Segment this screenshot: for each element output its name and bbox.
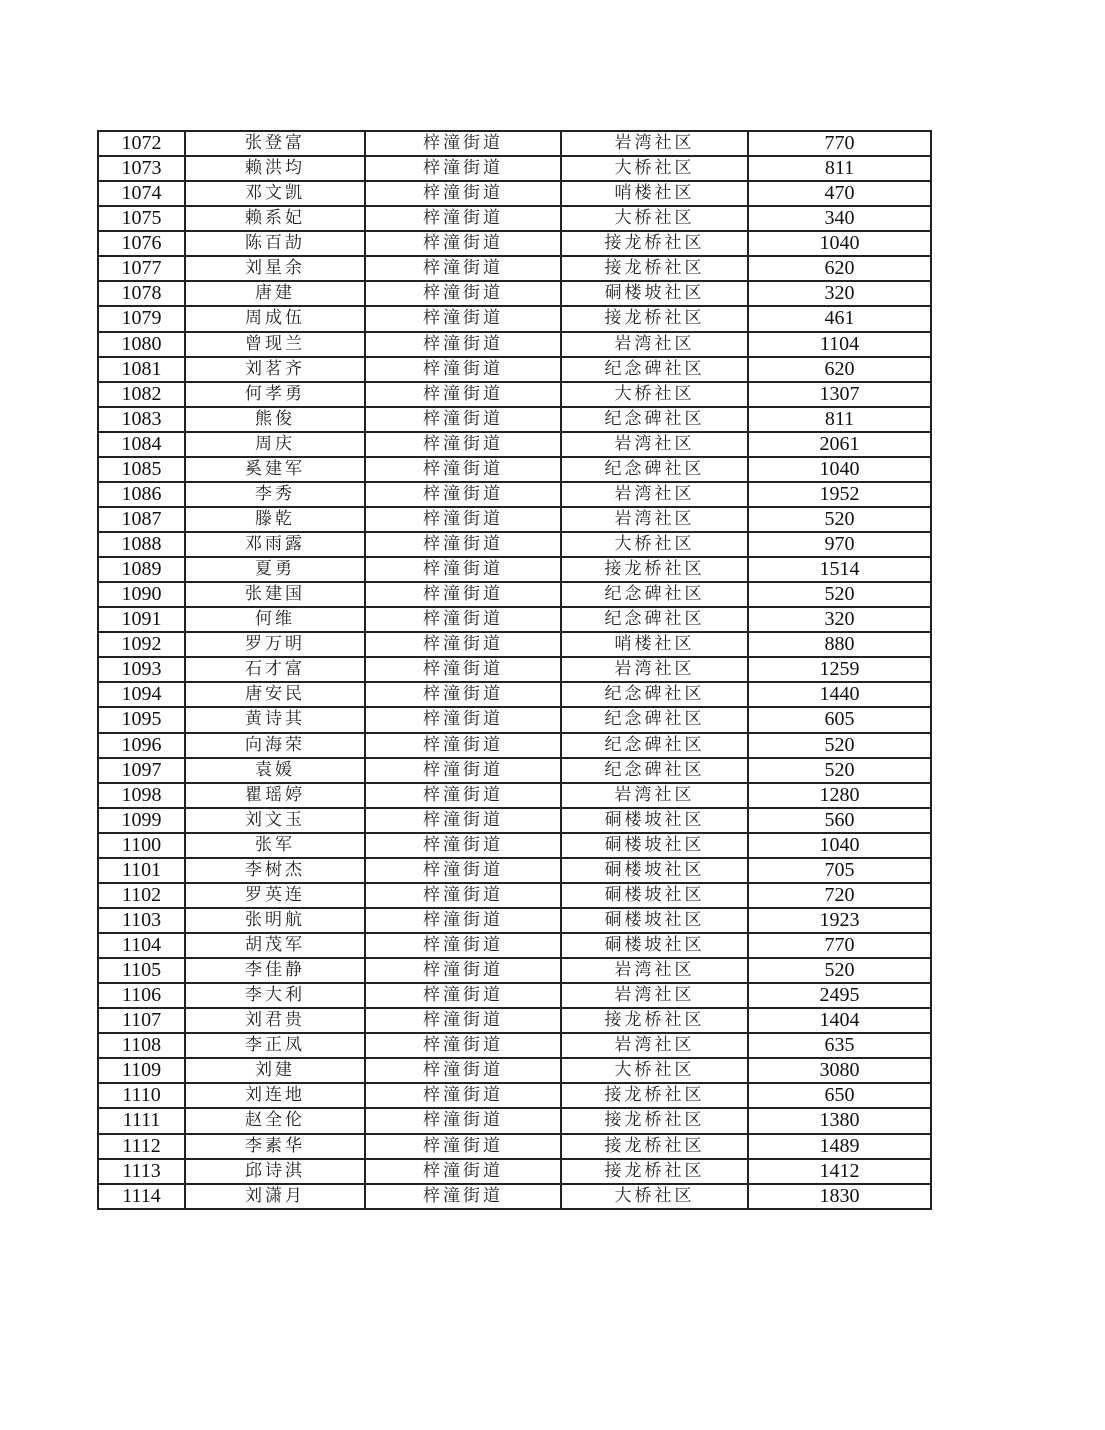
cell-community: 纪念碑社区 xyxy=(561,457,748,482)
cell-serial-number: 1074 xyxy=(98,181,185,206)
table-row xyxy=(98,507,931,532)
cell-community: 岩湾社区 xyxy=(561,131,748,156)
cell-name: 邱诗淇 xyxy=(185,1159,365,1184)
table-row xyxy=(98,306,931,331)
cell-serial-number: 1082 xyxy=(98,382,185,407)
cell-amount: 770 xyxy=(748,933,931,958)
cell-street: 梓潼街道 xyxy=(365,206,561,231)
cell-name: 刘茗齐 xyxy=(185,357,365,382)
cell-street: 梓潼街道 xyxy=(365,1083,561,1108)
cell-street: 梓潼街道 xyxy=(365,507,561,532)
cell-serial-number: 1073 xyxy=(98,156,185,181)
cell-community: 接龙桥社区 xyxy=(561,1008,748,1033)
table-row xyxy=(98,482,931,507)
cell-street: 梓潼街道 xyxy=(365,332,561,357)
cell-street: 梓潼街道 xyxy=(365,657,561,682)
cell-serial-number: 1105 xyxy=(98,958,185,983)
cell-street: 梓潼街道 xyxy=(365,231,561,256)
cell-serial-number: 1112 xyxy=(98,1134,185,1159)
cell-serial-number: 1088 xyxy=(98,532,185,557)
table-row xyxy=(98,1033,931,1058)
table-row xyxy=(98,582,931,607)
table-row xyxy=(98,908,931,933)
cell-name: 陈百劼 xyxy=(185,231,365,256)
cell-street: 梓潼街道 xyxy=(365,482,561,507)
cell-serial-number: 1080 xyxy=(98,332,185,357)
cell-name: 张明航 xyxy=(185,908,365,933)
cell-community: 接龙桥社区 xyxy=(561,231,748,256)
cell-street: 梓潼街道 xyxy=(365,758,561,783)
cell-serial-number: 1094 xyxy=(98,682,185,707)
table-row xyxy=(98,256,931,281)
cell-street: 梓潼街道 xyxy=(365,682,561,707)
cell-street: 梓潼街道 xyxy=(365,306,561,331)
cell-community: 硐楼坡社区 xyxy=(561,281,748,306)
cell-street: 梓潼街道 xyxy=(365,733,561,758)
cell-amount: 320 xyxy=(748,607,931,632)
cell-amount: 1380 xyxy=(748,1108,931,1133)
cell-serial-number: 1102 xyxy=(98,883,185,908)
cell-street: 梓潼街道 xyxy=(365,131,561,156)
table-row xyxy=(98,1108,931,1133)
cell-community: 接龙桥社区 xyxy=(561,1159,748,1184)
table-row xyxy=(98,1058,931,1083)
cell-name: 黄诗其 xyxy=(185,707,365,732)
table-row xyxy=(98,808,931,833)
cell-name: 李树杰 xyxy=(185,858,365,883)
cell-amount: 520 xyxy=(748,733,931,758)
cell-serial-number: 1076 xyxy=(98,231,185,256)
cell-amount: 1040 xyxy=(748,833,931,858)
cell-serial-number: 1078 xyxy=(98,281,185,306)
cell-name: 罗英连 xyxy=(185,883,365,908)
cell-amount: 705 xyxy=(748,858,931,883)
table-row xyxy=(98,958,931,983)
cell-community: 哨楼社区 xyxy=(561,181,748,206)
cell-street: 梓潼街道 xyxy=(365,1184,561,1209)
cell-name: 袁媛 xyxy=(185,758,365,783)
cell-amount: 1412 xyxy=(748,1159,931,1184)
cell-serial-number: 1100 xyxy=(98,833,185,858)
cell-community: 纪念碑社区 xyxy=(561,707,748,732)
cell-community: 接龙桥社区 xyxy=(561,1134,748,1159)
table-row xyxy=(98,933,931,958)
cell-street: 梓潼街道 xyxy=(365,707,561,732)
cell-amount: 2061 xyxy=(748,432,931,457)
cell-street: 梓潼街道 xyxy=(365,858,561,883)
cell-amount: 340 xyxy=(748,206,931,231)
cell-street: 梓潼街道 xyxy=(365,632,561,657)
cell-name: 石才富 xyxy=(185,657,365,682)
cell-amount: 520 xyxy=(748,582,931,607)
cell-amount: 635 xyxy=(748,1033,931,1058)
table-row xyxy=(98,657,931,682)
cell-community: 岩湾社区 xyxy=(561,958,748,983)
cell-community: 岩湾社区 xyxy=(561,332,748,357)
table-row xyxy=(98,206,931,231)
cell-amount: 1489 xyxy=(748,1134,931,1159)
cell-name: 赵全伦 xyxy=(185,1108,365,1133)
cell-name: 邓雨露 xyxy=(185,532,365,557)
cell-street: 梓潼街道 xyxy=(365,808,561,833)
cell-name: 唐安民 xyxy=(185,682,365,707)
table-row xyxy=(98,231,931,256)
cell-amount: 880 xyxy=(748,632,931,657)
cell-serial-number: 1095 xyxy=(98,707,185,732)
cell-serial-number: 1097 xyxy=(98,758,185,783)
cell-name: 周成伍 xyxy=(185,306,365,331)
table-row xyxy=(98,532,931,557)
cell-community: 岩湾社区 xyxy=(561,783,748,808)
cell-street: 梓潼街道 xyxy=(365,1008,561,1033)
cell-community: 岩湾社区 xyxy=(561,983,748,1008)
cell-serial-number: 1104 xyxy=(98,933,185,958)
cell-serial-number: 1093 xyxy=(98,657,185,682)
cell-amount: 1307 xyxy=(748,382,931,407)
cell-name: 奚建军 xyxy=(185,457,365,482)
table-row xyxy=(98,983,931,1008)
cell-community: 大桥社区 xyxy=(561,156,748,181)
table-row xyxy=(98,432,931,457)
cell-serial-number: 1099 xyxy=(98,808,185,833)
cell-name: 瞿瑶婷 xyxy=(185,783,365,808)
cell-serial-number: 1111 xyxy=(98,1108,185,1133)
cell-name: 何维 xyxy=(185,607,365,632)
cell-amount: 1952 xyxy=(748,482,931,507)
cell-name: 刘君贵 xyxy=(185,1008,365,1033)
cell-amount: 520 xyxy=(748,758,931,783)
cell-amount: 1040 xyxy=(748,231,931,256)
cell-community: 接龙桥社区 xyxy=(561,306,748,331)
cell-street: 梓潼街道 xyxy=(365,1159,561,1184)
cell-name: 李大利 xyxy=(185,983,365,1008)
cell-serial-number: 1091 xyxy=(98,607,185,632)
cell-name: 邓文凯 xyxy=(185,181,365,206)
cell-community: 大桥社区 xyxy=(561,532,748,557)
cell-community: 大桥社区 xyxy=(561,1184,748,1209)
cell-amount: 970 xyxy=(748,532,931,557)
table-row xyxy=(98,1083,931,1108)
cell-community: 硐楼坡社区 xyxy=(561,883,748,908)
cell-name: 赖系妃 xyxy=(185,206,365,231)
table-row xyxy=(98,632,931,657)
cell-community: 纪念碑社区 xyxy=(561,357,748,382)
cell-serial-number: 1085 xyxy=(98,457,185,482)
cell-community: 大桥社区 xyxy=(561,382,748,407)
cell-amount: 1259 xyxy=(748,657,931,682)
table-row xyxy=(98,281,931,306)
cell-serial-number: 1109 xyxy=(98,1058,185,1083)
cell-amount: 620 xyxy=(748,357,931,382)
cell-amount: 320 xyxy=(748,281,931,306)
cell-name: 赖洪均 xyxy=(185,156,365,181)
cell-street: 梓潼街道 xyxy=(365,1134,561,1159)
cell-amount: 1404 xyxy=(748,1008,931,1033)
subsidy-table xyxy=(97,130,932,1210)
table-row xyxy=(98,758,931,783)
cell-name: 周庆 xyxy=(185,432,365,457)
cell-street: 梓潼街道 xyxy=(365,557,561,582)
table-row xyxy=(98,1134,931,1159)
cell-amount: 520 xyxy=(748,958,931,983)
cell-street: 梓潼街道 xyxy=(365,281,561,306)
cell-name: 刘建 xyxy=(185,1058,365,1083)
cell-amount: 620 xyxy=(748,256,931,281)
cell-street: 梓潼街道 xyxy=(365,457,561,482)
cell-street: 梓潼街道 xyxy=(365,983,561,1008)
cell-amount: 1280 xyxy=(748,783,931,808)
cell-name: 李正凤 xyxy=(185,1033,365,1058)
cell-amount: 1923 xyxy=(748,908,931,933)
table-body xyxy=(98,131,931,1209)
cell-amount: 811 xyxy=(748,407,931,432)
cell-street: 梓潼街道 xyxy=(365,958,561,983)
cell-community: 纪念碑社区 xyxy=(561,607,748,632)
cell-community: 硐楼坡社区 xyxy=(561,933,748,958)
cell-street: 梓潼街道 xyxy=(365,407,561,432)
cell-serial-number: 1087 xyxy=(98,507,185,532)
cell-name: 李素华 xyxy=(185,1134,365,1159)
cell-name: 滕乾 xyxy=(185,507,365,532)
table-row xyxy=(98,332,931,357)
cell-community: 接龙桥社区 xyxy=(561,256,748,281)
cell-serial-number: 1081 xyxy=(98,357,185,382)
cell-serial-number: 1113 xyxy=(98,1159,185,1184)
cell-amount: 461 xyxy=(748,306,931,331)
cell-name: 向海荣 xyxy=(185,733,365,758)
cell-amount: 470 xyxy=(748,181,931,206)
cell-name: 刘星余 xyxy=(185,256,365,281)
cell-name: 张登富 xyxy=(185,131,365,156)
cell-community: 岩湾社区 xyxy=(561,657,748,682)
cell-serial-number: 1106 xyxy=(98,983,185,1008)
cell-community: 岩湾社区 xyxy=(561,507,748,532)
cell-amount: 1514 xyxy=(748,557,931,582)
cell-community: 硐楼坡社区 xyxy=(561,858,748,883)
cell-name: 张建国 xyxy=(185,582,365,607)
table-row xyxy=(98,858,931,883)
cell-serial-number: 1114 xyxy=(98,1184,185,1209)
table-row xyxy=(98,833,931,858)
cell-street: 梓潼街道 xyxy=(365,532,561,557)
cell-serial-number: 1101 xyxy=(98,858,185,883)
cell-serial-number: 1077 xyxy=(98,256,185,281)
table-row xyxy=(98,707,931,732)
cell-street: 梓潼街道 xyxy=(365,833,561,858)
cell-amount: 3080 xyxy=(748,1058,931,1083)
cell-street: 梓潼街道 xyxy=(365,156,561,181)
table-row xyxy=(98,682,931,707)
cell-serial-number: 1103 xyxy=(98,908,185,933)
cell-name: 何孝勇 xyxy=(185,382,365,407)
table-row xyxy=(98,607,931,632)
cell-street: 梓潼街道 xyxy=(365,908,561,933)
cell-amount: 520 xyxy=(748,507,931,532)
table-row xyxy=(98,557,931,582)
cell-serial-number: 1079 xyxy=(98,306,185,331)
cell-community: 纪念碑社区 xyxy=(561,758,748,783)
cell-street: 梓潼街道 xyxy=(365,783,561,808)
cell-street: 梓潼街道 xyxy=(365,582,561,607)
cell-amount: 770 xyxy=(748,131,931,156)
cell-community: 接龙桥社区 xyxy=(561,1083,748,1108)
table-row xyxy=(98,357,931,382)
cell-community: 大桥社区 xyxy=(561,206,748,231)
cell-amount: 1040 xyxy=(748,457,931,482)
table-row xyxy=(98,783,931,808)
cell-name: 刘连地 xyxy=(185,1083,365,1108)
cell-serial-number: 1086 xyxy=(98,482,185,507)
table-row xyxy=(98,1159,931,1184)
cell-name: 曾现兰 xyxy=(185,332,365,357)
cell-serial-number: 1083 xyxy=(98,407,185,432)
table-row xyxy=(98,156,931,181)
cell-serial-number: 1075 xyxy=(98,206,185,231)
table-row xyxy=(98,407,931,432)
cell-street: 梓潼街道 xyxy=(365,607,561,632)
cell-serial-number: 1096 xyxy=(98,733,185,758)
cell-serial-number: 1108 xyxy=(98,1033,185,1058)
cell-amount: 811 xyxy=(748,156,931,181)
cell-name: 胡茂军 xyxy=(185,933,365,958)
table-row xyxy=(98,1008,931,1033)
table-row xyxy=(98,1184,931,1209)
cell-community: 岩湾社区 xyxy=(561,432,748,457)
cell-serial-number: 1089 xyxy=(98,557,185,582)
table-row xyxy=(98,883,931,908)
cell-name: 罗万明 xyxy=(185,632,365,657)
cell-amount: 1104 xyxy=(748,332,931,357)
cell-serial-number: 1092 xyxy=(98,632,185,657)
cell-name: 刘文玉 xyxy=(185,808,365,833)
cell-street: 梓潼街道 xyxy=(365,1108,561,1133)
cell-amount: 1830 xyxy=(748,1184,931,1209)
cell-community: 纪念碑社区 xyxy=(561,582,748,607)
cell-amount: 605 xyxy=(748,707,931,732)
cell-community: 纪念碑社区 xyxy=(561,682,748,707)
cell-name: 刘潇月 xyxy=(185,1184,365,1209)
cell-community: 岩湾社区 xyxy=(561,1033,748,1058)
cell-serial-number: 1090 xyxy=(98,582,185,607)
cell-amount: 650 xyxy=(748,1083,931,1108)
cell-amount: 720 xyxy=(748,883,931,908)
cell-community: 纪念碑社区 xyxy=(561,733,748,758)
cell-community: 硐楼坡社区 xyxy=(561,808,748,833)
cell-street: 梓潼街道 xyxy=(365,181,561,206)
cell-amount: 2495 xyxy=(748,983,931,1008)
table-row xyxy=(98,131,931,156)
cell-street: 梓潼街道 xyxy=(365,256,561,281)
cell-amount: 1440 xyxy=(748,682,931,707)
cell-street: 梓潼街道 xyxy=(365,382,561,407)
cell-street: 梓潼街道 xyxy=(365,933,561,958)
cell-community: 大桥社区 xyxy=(561,1058,748,1083)
table-row xyxy=(98,733,931,758)
cell-community: 哨楼社区 xyxy=(561,632,748,657)
cell-community: 硐楼坡社区 xyxy=(561,833,748,858)
cell-community: 岩湾社区 xyxy=(561,482,748,507)
table-row xyxy=(98,457,931,482)
cell-community: 接龙桥社区 xyxy=(561,557,748,582)
cell-name: 张军 xyxy=(185,833,365,858)
cell-amount: 560 xyxy=(748,808,931,833)
cell-street: 梓潼街道 xyxy=(365,357,561,382)
cell-community: 纪念碑社区 xyxy=(561,407,748,432)
cell-name: 熊俊 xyxy=(185,407,365,432)
cell-street: 梓潼街道 xyxy=(365,1033,561,1058)
table-row xyxy=(98,382,931,407)
table-row xyxy=(98,181,931,206)
cell-serial-number: 1107 xyxy=(98,1008,185,1033)
cell-street: 梓潼街道 xyxy=(365,883,561,908)
cell-serial-number: 1098 xyxy=(98,783,185,808)
cell-name: 李秀 xyxy=(185,482,365,507)
cell-serial-number: 1110 xyxy=(98,1083,185,1108)
cell-name: 夏勇 xyxy=(185,557,365,582)
cell-community: 接龙桥社区 xyxy=(561,1108,748,1133)
cell-serial-number: 1072 xyxy=(98,131,185,156)
cell-community: 硐楼坡社区 xyxy=(561,908,748,933)
cell-street: 梓潼街道 xyxy=(365,432,561,457)
cell-serial-number: 1084 xyxy=(98,432,185,457)
cell-name: 李佳静 xyxy=(185,958,365,983)
cell-name: 唐建 xyxy=(185,281,365,306)
cell-street: 梓潼街道 xyxy=(365,1058,561,1083)
